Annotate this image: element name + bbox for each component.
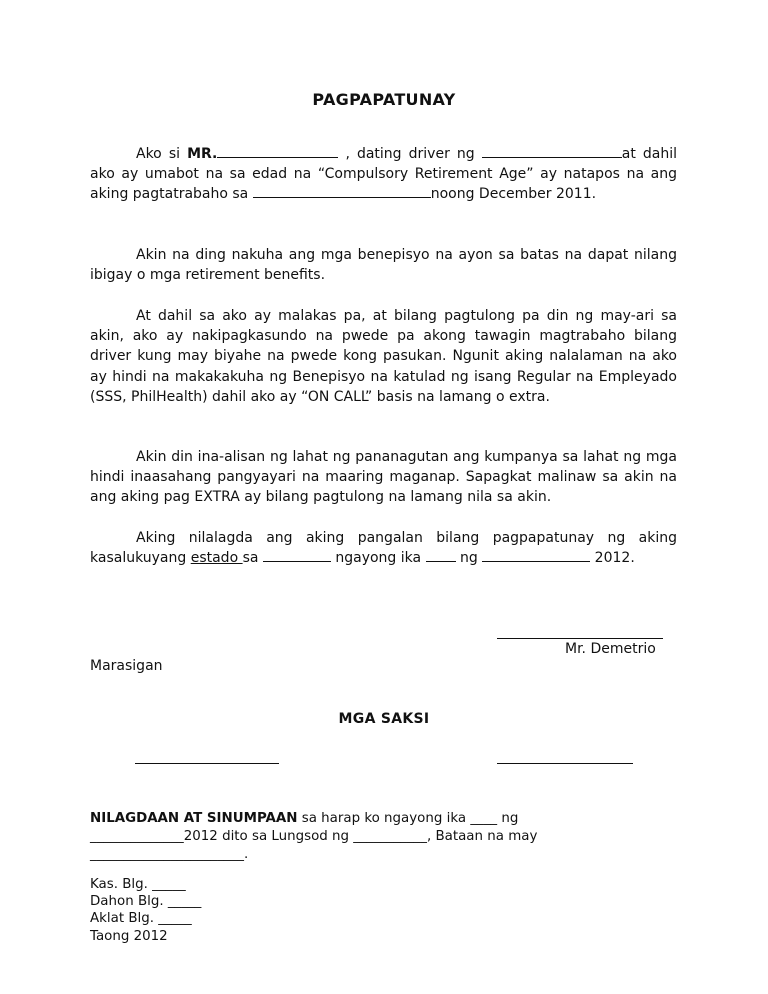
signature-line (497, 638, 663, 639)
jurat-line-3: _______________________. (90, 847, 249, 862)
witness-line-right (497, 763, 633, 764)
blank-name (217, 144, 338, 158)
jurat-block (90, 810, 680, 864)
blank-month (482, 548, 590, 562)
blank-day (426, 548, 456, 562)
blank-company (253, 184, 431, 198)
mr-label: MR. (187, 146, 218, 162)
witness-line-left (135, 763, 279, 764)
paragraph-2: Akin na ding nakuha ang mga benepisyo na ayon sa batas na dapat nilang ibigay o mga retirement benefits. (90, 247, 677, 284)
page-number: Dahon Blg. _____ (90, 894, 202, 910)
series-year: Taong 2012 (90, 928, 168, 944)
book-number: Aklat Blg. _____ (90, 911, 192, 927)
blank-employer (482, 144, 622, 158)
signatory-name-1: Mr. Demetrio (565, 641, 656, 657)
jurat-line-2: ______________2012 dito sa Lungsod ng ___________, Bataan na may (90, 829, 538, 844)
notarial-record (90, 876, 201, 945)
blank-place (263, 548, 331, 562)
witnesses-heading: MGA SAKSI (338, 711, 430, 727)
document-title: PAGPAPATUNAY (312, 90, 456, 109)
paragraph-1: Ako si MR. , dating driver ng at dahil ako ay umabot na sa edad na “Compulsory Retirement Age” ay natapos na ang aking pagtatrabaho sa noong December 2011. (90, 146, 677, 203)
signatory-name-2: Marasigan (90, 658, 163, 674)
paragraph-4: Akin din ina-alisan ng lahat ng pananagutan ang kumpanya sa lahat ng mga hindi inaasahang pangyayari na maaring maganap. Sapagkat malinaw sa akin na ang aking pag EXTRA ay bilang pagtulong na lamang nila sa akin. (90, 449, 677, 506)
paragraph-3: At dahil sa ako ay malakas pa, at bilang pagtulong pa din ng may-ari sa akin, ako ay nakipagkasundo na pwede pa akong tawagin magtrabaho bilang driver kung may biyahe na pwede kong pasukan. Ngunit aking nalalaman na ako ay hindi na makakakuha ng Benepisyo na katulad ng isang Regular na Empleyado (SSS, PhilHealth) dahil ako ay “ON CALL” basis na lamang o extra. (90, 308, 677, 405)
estado-underlined: estado (190, 550, 243, 567)
doc-number: Kas. Blg. _____ (90, 877, 186, 892)
paragraph-5: Aking nilalagda ang aking pangalan bilang pagpapatunay ng aking kasalukuyang estado sa ngayong ika ng 2012. (90, 530, 677, 567)
jurat-line-1: NILAGDAAN AT SINUMPAAN sa harap ko ngayong ika ____ ng (90, 811, 519, 826)
